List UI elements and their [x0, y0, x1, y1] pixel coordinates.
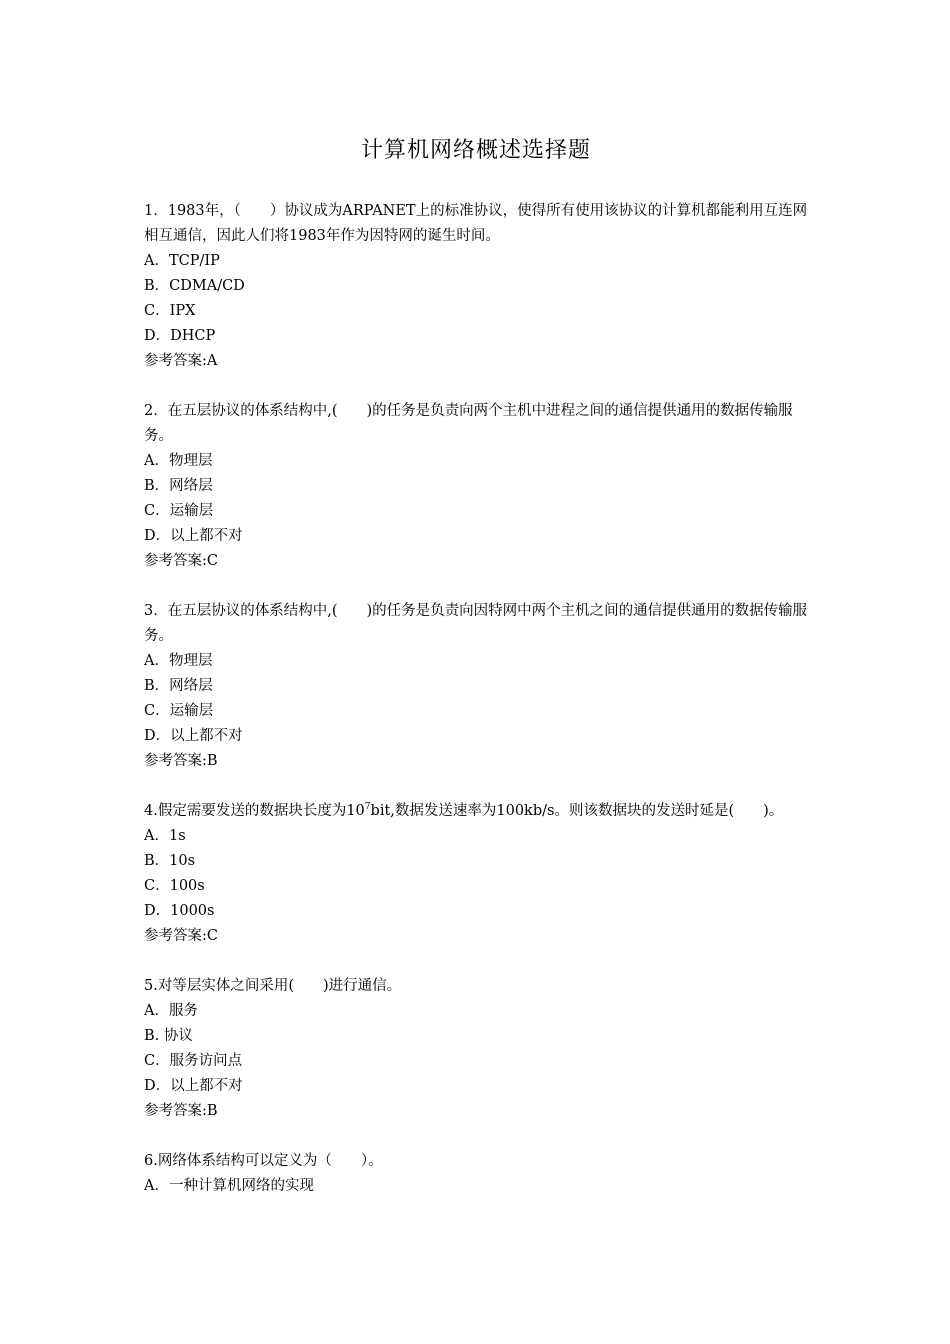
question-stem: [144, 799, 808, 824]
document-title: 计算机网络概述选择题: [360, 138, 591, 163]
reference-answer: 参考答案:C: [144, 928, 218, 944]
reference-answer: 参考答案:B: [144, 1103, 218, 1119]
option-a: A．1s: [144, 828, 186, 844]
question-stem: 5.对等层实体之间采用( )进行通信。: [144, 978, 402, 994]
option-a: A．一种计算机网络的实现: [144, 1178, 314, 1194]
reference-answer: 参考答案:C: [144, 553, 218, 569]
reference-answer: 参考答案:B: [144, 753, 218, 769]
option-a: A．TCP/IP: [144, 253, 220, 269]
option-d: D．以上都不对: [144, 728, 243, 744]
option-c: C．IPX: [144, 303, 196, 319]
option-d: D．以上都不对: [144, 528, 243, 544]
exponent: 7: [364, 802, 371, 813]
question-stem: 1．1983年，（ ）协议成为ARPANET上的标准协议，使得所有使用该协议的计算机都能利用互连网相互通信，因此人们将1983年作为因特网的诞生时间。: [144, 203, 808, 244]
question-1: [144, 199, 808, 374]
question-4: [144, 799, 808, 949]
question-list: [144, 199, 808, 1224]
question-stem: 2．在五层协议的体系结构中,( )的任务是负责向两个主机中进程之间的通信提供通用的数据传输服务。: [144, 403, 793, 444]
option-a: A．物理层: [144, 453, 213, 469]
stem-text-after: bit,数据发送速率为100kb/s。则该数据块的发送时延是( )。: [370, 803, 784, 819]
option-a: A．服务: [144, 1003, 198, 1019]
option-c: C．服务访问点: [144, 1053, 243, 1069]
question-stem: 6.网络体系结构可以定义为（ ）。: [144, 1153, 383, 1169]
option-b: B．CDMA/CD: [144, 278, 245, 294]
option-b: B．网络层: [144, 678, 213, 694]
option-b: B．10s: [144, 853, 196, 869]
option-d: D．DHCP: [144, 328, 216, 344]
option-d: D．以上都不对: [144, 1078, 243, 1094]
question-2: [144, 399, 808, 574]
question-stem: 3．在五层协议的体系结构中,( )的任务是负责向因特网中两个主机之间的通信提供通用的数据传输服务。: [144, 603, 808, 644]
option-b: B. 协议: [144, 1028, 193, 1044]
question-5: [144, 974, 808, 1124]
question-3: [144, 599, 808, 774]
option-b: B．网络层: [144, 478, 213, 494]
question-6: [144, 1149, 808, 1199]
reference-answer: 参考答案:A: [144, 353, 218, 369]
stem-text-before: 4.假定需要发送的数据块长度为10: [144, 803, 365, 819]
option-c: C．运输层: [144, 703, 214, 719]
option-a: A．物理层: [144, 653, 213, 669]
option-c: C．运输层: [144, 503, 214, 519]
option-d: D．1000s: [144, 903, 215, 919]
option-c: C．100s: [144, 878, 205, 894]
